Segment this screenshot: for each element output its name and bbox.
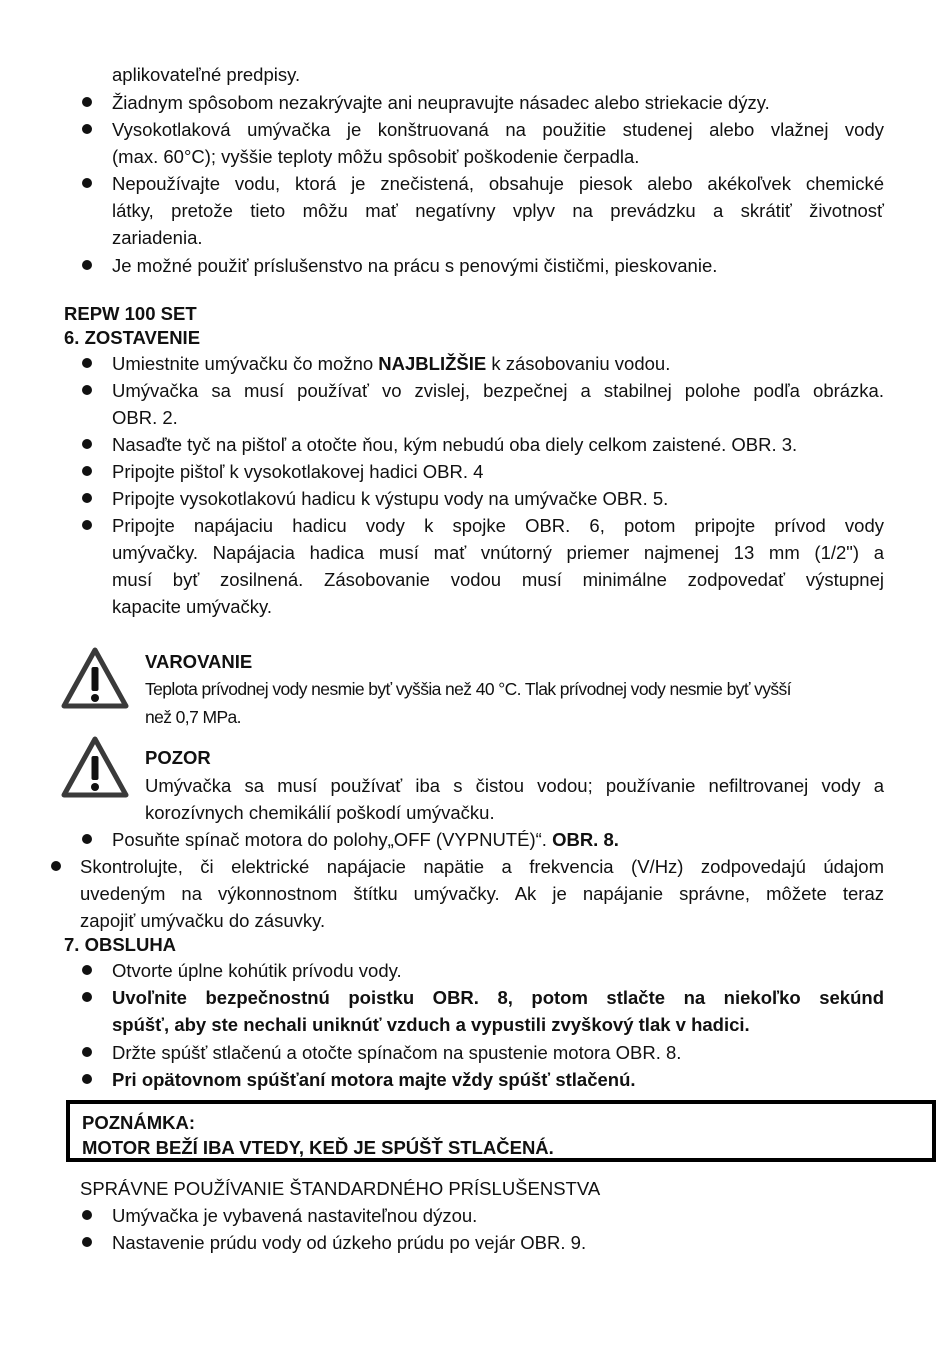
bullet-icon xyxy=(82,493,92,503)
section-6-bullet-6-line-1: Pripojte napájaciu hadicu vody k spojke OBR. 6, potom pripojte prívod vody xyxy=(112,515,884,536)
bullet-icon xyxy=(82,965,92,975)
section-6-bullet-3: Nasaďte tyč na pištoľ a otočte ňou, kým nebudú oba diely celkom zaistené. OBR. 3. xyxy=(112,434,798,455)
bullet-icon xyxy=(82,520,92,530)
section-6-bullet-4: Pripojte pištoľ k vysokotlakovej hadici OBR. 4 xyxy=(112,461,484,482)
warning-text-line-2: než 0,7 MPa. xyxy=(145,707,241,727)
warning-text-line-1: Teplota prívodnej vody nesmie byť vyššia než 40 °C. Tlak prívodnej vody nesmie byť vyšší xyxy=(145,679,791,699)
section-6-bullet-2-line-2: OBR. 2. xyxy=(112,407,178,428)
intro-bullet-3-line-3: zariadenia. xyxy=(112,227,203,248)
bullet-icon xyxy=(51,861,61,871)
bullet-icon xyxy=(82,1047,92,1057)
voltage-check-line-2: uvedeným na výkonnostnom štítku umývačky. Ak je napájanie správne, môžete teraz xyxy=(80,883,884,904)
bullet-icon xyxy=(82,992,92,1002)
bullet-icon xyxy=(82,385,92,395)
intro-bullet-3-line-2: látky, pretože tieto môžu mať negatívny vplyv na prevádzku a skrátiť životnosť xyxy=(112,200,884,221)
section-6-heading: 6. ZOSTAVENIE xyxy=(64,327,201,348)
bullet-icon xyxy=(82,97,92,107)
bullet-icon xyxy=(82,260,92,270)
note-title: POZNÁMKA: xyxy=(82,1112,196,1133)
bullet-icon xyxy=(82,1210,92,1220)
section-6-bullet-1: Umiestnite umývačku čo možno NAJBLIŽŠIE k zásobovaniu vodou. xyxy=(112,353,671,374)
warning-triangle-icon xyxy=(61,647,129,709)
bullet-icon xyxy=(82,466,92,476)
section-6-bullet-6-line-4: kapacite umývačky. xyxy=(112,596,273,617)
caution-text-line-1: Umývačka sa musí používať iba s čistou vodou; používanie nefiltrovanej vody a xyxy=(145,775,884,796)
note-box xyxy=(66,1100,936,1162)
model-heading: REPW 100 SET xyxy=(64,303,197,324)
section-7-bullet-4: Pri opätovnom spúšťaní motora majte vždy spúšť stlačenú. xyxy=(112,1069,636,1090)
section-6-bullet-5: Pripojte vysokotlakovú hadicu k výstupu vody na umývačke OBR. 5. xyxy=(112,488,669,509)
accessories-bullet-1: Umývačka je vybavená nastaviteľnou dýzou. xyxy=(112,1205,478,1226)
bullet-icon xyxy=(82,358,92,368)
warning-triangle-icon xyxy=(61,736,129,798)
voltage-check-line-1: Skontrolujte, či elektrické napájacie napätie a frekvencia (V/Hz) zodpovedajú údajom xyxy=(80,856,884,877)
section-7-bullet-1: Otvorte úplne kohútik prívodu vody. xyxy=(112,960,402,981)
intro-bullet-2-line-2: (max. 60°C); vyššie teploty môžu spôsobiť poškodenie čerpadla. xyxy=(112,146,640,167)
intro-continuation: aplikovateľné predpisy. xyxy=(112,64,301,85)
section-7-bullet-2-line-2: spúšť, aby ste nechali uniknúť vzduch a vypustili zvyškový tlak v hadici. xyxy=(112,1014,750,1035)
bullet-icon xyxy=(82,1237,92,1247)
intro-bullet-2-line-1: Vysokotlaková umývačka je konštruovaná na použitie studenej alebo vlažnej vody xyxy=(112,119,884,140)
caution-text-line-2: korozívnych chemikálií poškodí umývačku. xyxy=(145,802,495,823)
voltage-check-line-3: zapojiť umývačku do zásuvky. xyxy=(80,910,326,931)
intro-bullet-1: Žiadnym spôsobom nezakrývajte ani neupravujte násadec alebo striekacie dýzy. xyxy=(112,92,770,113)
accessories-heading: SPRÁVNE POUŽÍVANIE ŠTANDARDNÉHO PRÍSLUŠENSTVA xyxy=(80,1178,601,1199)
section-7-heading: 7. OBSLUHA xyxy=(64,934,177,955)
bullet-icon xyxy=(82,178,92,188)
motor-switch-bullet: Posuňte spínač motora do polohy„OFF (VYPNUTÉ)“. OBR. 8. xyxy=(112,829,619,850)
bullet-icon xyxy=(82,834,92,844)
note-text: MOTOR BEŽÍ IBA VTEDY, KEĎ JE SPÚŠŤ STLAČENÁ. xyxy=(82,1137,554,1158)
accessories-bullet-2: Nastavenie prúdu vody od úzkeho prúdu po vejár OBR. 9. xyxy=(112,1232,587,1253)
intro-bullet-3-line-1: Nepoužívajte vodu, ktorá je znečistená, obsahuje piesok alebo akékoľvek chemické xyxy=(112,173,884,194)
intro-bullet-4: Je možné použiť príslušenstvo na prácu s penovými čističmi, pieskovanie. xyxy=(112,255,718,276)
section-7-bullet-3: Držte spúšť stlačenú a otočte spínačom na spustenie motora OBR. 8. xyxy=(112,1042,682,1063)
section-7-bullet-2-line-1: Uvoľnite bezpečnostnú poistku OBR. 8, potom stlačte na niekoľko sekúnd xyxy=(112,987,884,1008)
bullet-icon xyxy=(82,439,92,449)
section-6-bullet-6-line-2: umývačky. Napájacia hadica musí mať vnútorný priemer najmenej 13 mm (1/2") a xyxy=(112,542,884,563)
caution-title: POZOR xyxy=(145,747,211,768)
bullet-icon xyxy=(82,124,92,134)
bullet-icon xyxy=(82,1074,92,1084)
section-6-bullet-2-line-1: Umývačka sa musí používať vo zvislej, bezpečnej a stabilnej polohe podľa obrázka. xyxy=(112,380,884,401)
warning-title: VAROVANIE xyxy=(145,651,253,672)
section-6-bullet-6-line-3: musí byť zosilnená. Zásobovanie vodou musí minimálne zodpovedať výstupnej xyxy=(112,569,884,590)
